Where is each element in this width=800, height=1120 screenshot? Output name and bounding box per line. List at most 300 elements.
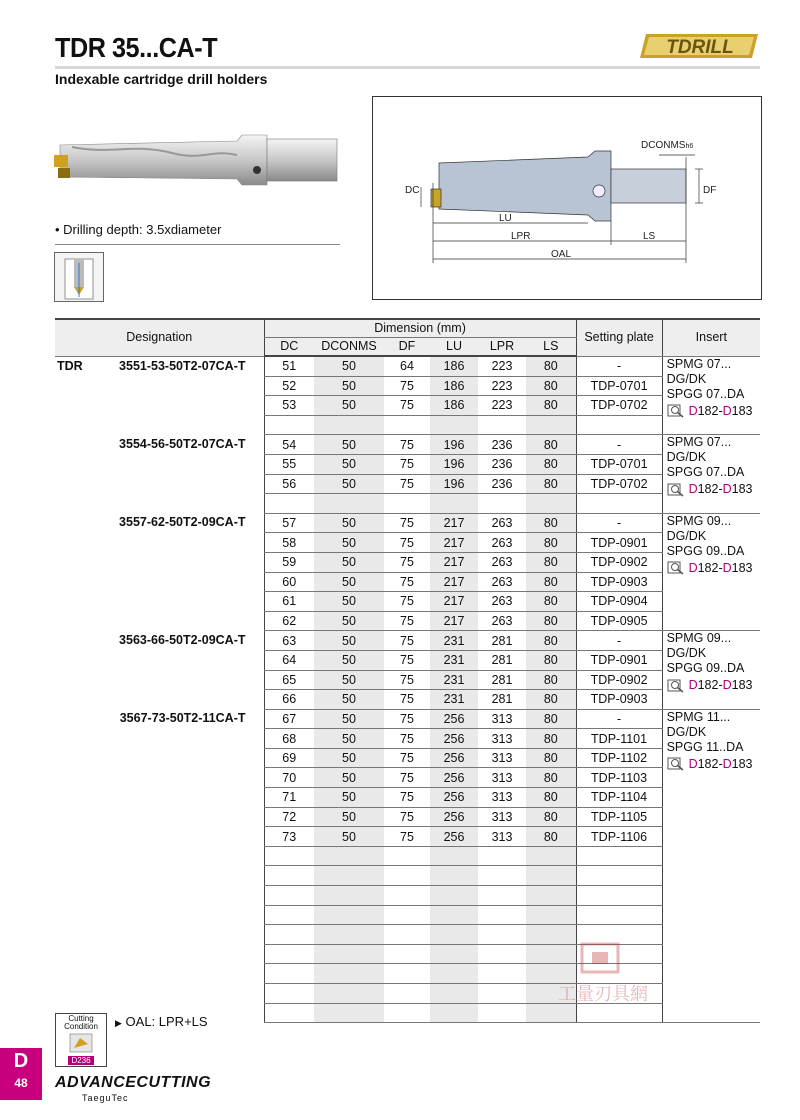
dimension-cell: 196: [430, 435, 478, 455]
table-row: [55, 631, 760, 651]
designation-cell: [55, 709, 264, 1023]
dimension-cell: 50: [314, 690, 384, 710]
dimension-cell: 75: [384, 768, 430, 788]
catalog-reference-icon: [667, 483, 685, 497]
setting-plate-cell: TDP-0903: [576, 690, 662, 710]
dimension-cell: [314, 846, 384, 866]
dimension-cell: 75: [384, 827, 430, 847]
dimension-cell: 75: [384, 572, 430, 592]
header-dc: DC: [264, 338, 314, 357]
setting-plate-cell: TDP-1105: [576, 807, 662, 827]
dimension-cell: 50: [314, 650, 384, 670]
insert-line: SPMG 09...: [666, 631, 732, 646]
dimension-cell: 60: [264, 572, 314, 592]
dimension-cell: 80: [526, 788, 576, 808]
dimension-cell: 63: [264, 631, 314, 651]
dimension-cell: 231: [430, 690, 478, 710]
svg-text:DCONMSh6: [641, 140, 693, 151]
dimension-cell: 80: [526, 513, 576, 533]
dimension-cell: 58: [264, 533, 314, 553]
ref-start-number: 182: [697, 756, 719, 771]
setting-plate-cell: [576, 846, 662, 866]
setting-plate-cell: TDP-0905: [576, 611, 662, 631]
dimension-cell: 56: [264, 474, 314, 494]
dimension-cell: 50: [314, 376, 384, 396]
dimension-cell: [526, 866, 576, 886]
dimension-cell: 55: [264, 454, 314, 474]
header-lpr: LPR: [478, 338, 526, 357]
dimension-diagram: [372, 96, 762, 300]
dimension-cell: 80: [526, 356, 576, 376]
dimension-cell: 196: [430, 474, 478, 494]
section-tab: [0, 1048, 42, 1100]
tdrill-logo: [640, 32, 760, 60]
dimension-cell: 217: [430, 592, 478, 612]
dimension-cell: 75: [384, 454, 430, 474]
designation-prefix: TDR: [57, 358, 83, 373]
insert-line: DG/DK: [666, 450, 707, 465]
insert-line: SPMG 09...: [666, 513, 732, 528]
dimension-cell: [314, 866, 384, 886]
dimension-cell: 80: [526, 807, 576, 827]
dimension-cell: 59: [264, 552, 314, 572]
dimension-cell: 75: [384, 709, 430, 729]
dimension-cell: 256: [430, 827, 478, 847]
dimension-cell: 75: [384, 513, 430, 533]
header-setting-plate: Setting plate: [576, 319, 662, 356]
setting-plate-cell: TDP-0702: [576, 396, 662, 416]
dimension-cell: 75: [384, 631, 430, 651]
ref-dash: -: [718, 482, 723, 497]
dimension-cell: [264, 1003, 314, 1023]
header-dimension: Dimension (mm): [264, 319, 576, 338]
dimension-cell: 51: [264, 356, 314, 376]
oal-note-text: OAL: LPR+LS: [125, 1014, 208, 1029]
diagram-label-dc: DC: [405, 185, 420, 196]
dimension-cell: 80: [526, 592, 576, 612]
dimension-cell: 263: [478, 552, 526, 572]
dimension-cell: 75: [384, 788, 430, 808]
page-reference-link[interactable]: [667, 678, 761, 693]
dimension-cell: 64: [264, 650, 314, 670]
ref-end-number: 183: [731, 678, 753, 693]
diagram-label-oal: OAL: [551, 249, 572, 260]
ref-start-number: 182: [697, 560, 719, 575]
setting-plate-cell: [576, 886, 662, 906]
dimension-cell: 75: [384, 592, 430, 612]
dimension-cell: [314, 905, 384, 925]
dimension-cell: 80: [526, 827, 576, 847]
dimension-cell: 231: [430, 670, 478, 690]
drilling-application-icon: [54, 252, 104, 302]
dimension-cell: 236: [478, 435, 526, 455]
dimension-cell: 223: [478, 376, 526, 396]
dimension-cell: [264, 964, 314, 984]
dimension-cell: [384, 984, 430, 1004]
dimension-cell: 281: [478, 670, 526, 690]
dimension-cell: 62: [264, 611, 314, 631]
dimension-cell: [264, 905, 314, 925]
dimension-cell: 80: [526, 474, 576, 494]
dimension-cell: [384, 415, 430, 435]
dimension-cell: 263: [478, 611, 526, 631]
header-dconms: DCONMS: [314, 338, 384, 357]
dimension-cell: 281: [478, 650, 526, 670]
dimension-cell: 50: [314, 513, 384, 533]
cutting-condition-reference[interactable]: [55, 1013, 107, 1067]
bullet-divider: [55, 244, 340, 245]
ref-end-letter: D: [722, 482, 732, 497]
setting-plate-cell: -: [576, 435, 662, 455]
dimension-cell: [264, 886, 314, 906]
dimension-cell: [314, 886, 384, 906]
setting-plate-cell: TDP-1103: [576, 768, 662, 788]
dimension-cell: 223: [478, 396, 526, 416]
dimension-cell: 50: [314, 533, 384, 553]
dimension-cell: 263: [478, 533, 526, 553]
dimension-cell: 80: [526, 396, 576, 416]
dimension-cell: 231: [430, 650, 478, 670]
ref-dash: -: [718, 560, 723, 575]
dimension-cell: [478, 1003, 526, 1023]
dimension-cell: 50: [314, 631, 384, 651]
dimension-cell: 50: [314, 435, 384, 455]
dimension-cell: [430, 1003, 478, 1023]
watermark-logo: [538, 940, 668, 1010]
dimension-cell: 75: [384, 552, 430, 572]
dimension-cell: 256: [430, 788, 478, 808]
header-lu: LU: [430, 338, 478, 357]
dimension-cell: [384, 1003, 430, 1023]
ref-end-number: 183: [731, 756, 753, 771]
setting-plate-cell: -: [576, 709, 662, 729]
setting-plate-cell: TDP-1106: [576, 827, 662, 847]
dimension-cell: [264, 984, 314, 1004]
dimension-cell: 281: [478, 631, 526, 651]
dimension-cell: 50: [314, 827, 384, 847]
insert-line: SPMG 07...: [666, 356, 732, 371]
dimension-cell: 70: [264, 768, 314, 788]
dimension-cell: 186: [430, 356, 478, 376]
dimension-cell: 256: [430, 748, 478, 768]
ref-end-letter: D: [722, 756, 732, 771]
dimension-cell: 50: [314, 552, 384, 572]
designation-cell: [55, 435, 264, 513]
brand-subtitle: TaeguTec: [82, 1093, 129, 1103]
dimension-cell: 54: [264, 435, 314, 455]
setting-plate-cell: -: [576, 513, 662, 533]
page-reference-link[interactable]: [667, 482, 761, 497]
dimension-cell: 75: [384, 748, 430, 768]
insert-line: SPMG 07...: [666, 435, 732, 450]
setting-plate-cell: TDP-0701: [576, 376, 662, 396]
designation-code: 3563-66-50T2-09CA-T: [119, 632, 246, 647]
dimension-cell: [478, 494, 526, 514]
setting-plate-cell: -: [576, 356, 662, 376]
dimension-cell: [430, 964, 478, 984]
dimension-cell: [384, 494, 430, 514]
dimension-cell: 50: [314, 748, 384, 768]
cutting-condition-page-ref: D236: [68, 1056, 94, 1065]
ref-end-letter: D: [722, 678, 732, 693]
dimension-cell: 75: [384, 650, 430, 670]
dimension-cell: [478, 964, 526, 984]
dimension-cell: 231: [430, 631, 478, 651]
ref-start-number: 182: [697, 482, 719, 497]
dimension-cell: 313: [478, 748, 526, 768]
designation-code: 3551-53-50T2-07CA-T: [119, 358, 246, 373]
dimension-cell: 80: [526, 690, 576, 710]
header-ls: LS: [526, 338, 576, 357]
dimension-cell: [430, 415, 478, 435]
setting-plate-cell: [576, 415, 662, 435]
dimension-cell: 75: [384, 533, 430, 553]
ref-end-number: 183: [731, 403, 753, 418]
dimension-cell: 80: [526, 376, 576, 396]
dimension-cell: 80: [526, 454, 576, 474]
dimension-cell: 281: [478, 690, 526, 710]
header-df: DF: [384, 338, 430, 357]
designation-cell: [55, 631, 264, 709]
drilling-depth-feature: • Drilling depth: 3.5xdiameter: [55, 222, 222, 237]
ref-end-number: 183: [731, 482, 753, 497]
setting-plate-cell: [576, 866, 662, 886]
dimension-cell: 80: [526, 533, 576, 553]
dimension-cell: [384, 944, 430, 964]
dimension-cell: [478, 984, 526, 1004]
dimension-cell: 313: [478, 709, 526, 729]
drill-holder-image: [52, 125, 342, 195]
dimension-cell: 75: [384, 611, 430, 631]
dimension-cell: 64: [384, 356, 430, 376]
dimension-cell: 68: [264, 729, 314, 749]
ref-end-letter: D: [722, 403, 732, 418]
setting-plate-cell: TDP-0901: [576, 650, 662, 670]
table-row: [55, 356, 760, 376]
insert-cell: [662, 709, 760, 1023]
dimension-cell: [526, 846, 576, 866]
dimension-cell: [478, 415, 526, 435]
svg-text:TDRILL: TDRILL: [666, 37, 734, 58]
dimension-cell: 217: [430, 552, 478, 572]
insert-line: SPGG 09..DA: [666, 661, 745, 676]
dimension-cell: 80: [526, 572, 576, 592]
dimension-cell: 80: [526, 748, 576, 768]
dimension-cell: 75: [384, 435, 430, 455]
designation-code: 3554-56-50T2-07CA-T: [119, 436, 246, 451]
table-row: [55, 709, 760, 729]
dimension-cell: [478, 905, 526, 925]
dimension-cell: 50: [314, 670, 384, 690]
dimension-cell: 263: [478, 513, 526, 533]
page-reference-link[interactable]: [667, 404, 761, 419]
insert-cell: [662, 356, 760, 435]
dimension-cell: 57: [264, 513, 314, 533]
dimension-cell: [384, 964, 430, 984]
dimension-cell: [264, 494, 314, 514]
setting-plate-cell: TDP-0901: [576, 533, 662, 553]
dimension-cell: [264, 925, 314, 945]
dimension-cell: 223: [478, 356, 526, 376]
ref-end-number: 183: [731, 560, 753, 575]
dimension-cell: 75: [384, 670, 430, 690]
insert-line: SPGG 09..DA: [666, 543, 745, 558]
dimension-cell: [264, 944, 314, 964]
dimension-cell: 196: [430, 454, 478, 474]
insert-cell: [662, 513, 760, 631]
dimension-cell: [264, 866, 314, 886]
dimension-cell: [314, 494, 384, 514]
dimension-cell: [430, 944, 478, 964]
dimension-cell: 80: [526, 631, 576, 651]
designation-code: 3567-73-50T2-11CA-T: [119, 711, 246, 726]
dimension-cell: 50: [314, 807, 384, 827]
diagram-label-dconms: DCONMS: [641, 140, 686, 151]
insert-cell: [662, 435, 760, 513]
specification-table: [55, 318, 760, 1023]
setting-plate-cell: TDP-1102: [576, 748, 662, 768]
dimension-cell: [314, 415, 384, 435]
dimension-cell: [430, 905, 478, 925]
dimension-cell: 80: [526, 552, 576, 572]
dimension-cell: [314, 925, 384, 945]
insert-line: SPGG 07..DA: [666, 386, 745, 401]
dimension-cell: 256: [430, 729, 478, 749]
dimension-cell: 75: [384, 376, 430, 396]
dimension-cell: [478, 886, 526, 906]
ref-start-letter: D: [688, 678, 698, 693]
dimension-cell: [314, 1003, 384, 1023]
dimension-cell: 75: [384, 396, 430, 416]
dimension-cell: [384, 866, 430, 886]
dimension-cell: 75: [384, 474, 430, 494]
ref-end-letter: D: [722, 560, 732, 575]
dimension-cell: 217: [430, 572, 478, 592]
setting-plate-cell: TDP-0904: [576, 592, 662, 612]
dimension-cell: 186: [430, 396, 478, 416]
dimension-cell: 50: [314, 788, 384, 808]
ref-start-number: 182: [697, 678, 719, 693]
dimension-cell: 80: [526, 670, 576, 690]
dimension-cell: [314, 944, 384, 964]
catalog-reference-icon: [667, 679, 685, 693]
ref-start-letter: D: [688, 560, 698, 575]
ref-dash: -: [718, 403, 723, 418]
dimension-cell: [526, 905, 576, 925]
dimension-cell: 75: [384, 729, 430, 749]
dimension-cell: 53: [264, 396, 314, 416]
dimension-cell: 236: [478, 474, 526, 494]
catalog-reference-icon: [667, 561, 685, 575]
page-reference-link[interactable]: [667, 561, 761, 576]
dimension-cell: 66: [264, 690, 314, 710]
triangle-bullet-icon: ▶: [115, 1018, 122, 1028]
dimension-cell: 65: [264, 670, 314, 690]
cutting-condition-label: Cutting Condition: [64, 1014, 98, 1031]
dimension-cell: 313: [478, 807, 526, 827]
dimension-cell: 50: [314, 356, 384, 376]
dimension-cell: 52: [264, 376, 314, 396]
setting-plate-cell: TDP-0903: [576, 572, 662, 592]
dimension-cell: 80: [526, 729, 576, 749]
dimension-cell: [526, 494, 576, 514]
insert-line: DG/DK: [666, 528, 707, 543]
dimension-cell: 50: [314, 572, 384, 592]
setting-plate-cell: TDP-0701: [576, 454, 662, 474]
insert-line: SPGG 11..DA: [666, 739, 744, 754]
ref-dash: -: [718, 678, 723, 693]
dimension-cell: 80: [526, 768, 576, 788]
dimension-cell: [384, 905, 430, 925]
dimension-cell: [430, 494, 478, 514]
page-reference-link[interactable]: [667, 757, 761, 772]
dimension-cell: [478, 925, 526, 945]
dimension-cell: [264, 415, 314, 435]
dimension-cell: [478, 866, 526, 886]
dimension-cell: [314, 964, 384, 984]
header-designation: Designation: [55, 319, 264, 356]
dimension-cell: 80: [526, 435, 576, 455]
insert-line: DG/DK: [666, 646, 707, 661]
dimension-cell: 71: [264, 788, 314, 808]
ref-start-letter: D: [688, 756, 698, 771]
dimension-cell: 217: [430, 611, 478, 631]
dimension-cell: 50: [314, 611, 384, 631]
designation-cell: [55, 356, 264, 435]
dimension-cell: 80: [526, 611, 576, 631]
dimension-cell: 313: [478, 788, 526, 808]
oal-note: [115, 1014, 208, 1029]
dimension-cell: 217: [430, 513, 478, 533]
ref-start-letter: D: [688, 403, 698, 418]
page-subtitle: Indexable cartridge drill holders: [55, 71, 268, 87]
dimension-cell: 313: [478, 729, 526, 749]
insert-cell: [662, 631, 760, 709]
dimension-cell: 80: [526, 650, 576, 670]
table-row: [55, 513, 760, 533]
setting-plate-cell: TDP-0902: [576, 552, 662, 572]
dimension-cell: [430, 866, 478, 886]
dimension-cell: 50: [314, 454, 384, 474]
dimension-cell: 263: [478, 572, 526, 592]
dimension-cell: [430, 846, 478, 866]
brand-logo: ADVANCECUTTING: [55, 1074, 212, 1091]
dimension-cell: 263: [478, 592, 526, 612]
dimension-cell: 67: [264, 709, 314, 729]
dimension-cell: 313: [478, 768, 526, 788]
header-insert: Insert: [662, 319, 760, 356]
dimension-cell: 50: [314, 768, 384, 788]
dimension-cell: [478, 944, 526, 964]
dimension-cell: 50: [314, 729, 384, 749]
catalog-reference-icon: [667, 404, 685, 418]
dimension-cell: 256: [430, 807, 478, 827]
dimension-cell: [314, 984, 384, 1004]
dimension-cell: 256: [430, 709, 478, 729]
setting-plate-cell: [576, 905, 662, 925]
dimension-cell: 50: [314, 396, 384, 416]
dimension-cell: [430, 925, 478, 945]
setting-plate-cell: TDP-1101: [576, 729, 662, 749]
setting-plate-cell: [576, 494, 662, 514]
diagram-label-lpr: LPR: [511, 231, 531, 242]
dimension-cell: [384, 925, 430, 945]
setting-plate-cell: TDP-0702: [576, 474, 662, 494]
dimension-cell: [478, 846, 526, 866]
dimension-cell: [526, 415, 576, 435]
dimension-cell: 50: [314, 474, 384, 494]
section-letter: D: [13, 1050, 29, 1072]
